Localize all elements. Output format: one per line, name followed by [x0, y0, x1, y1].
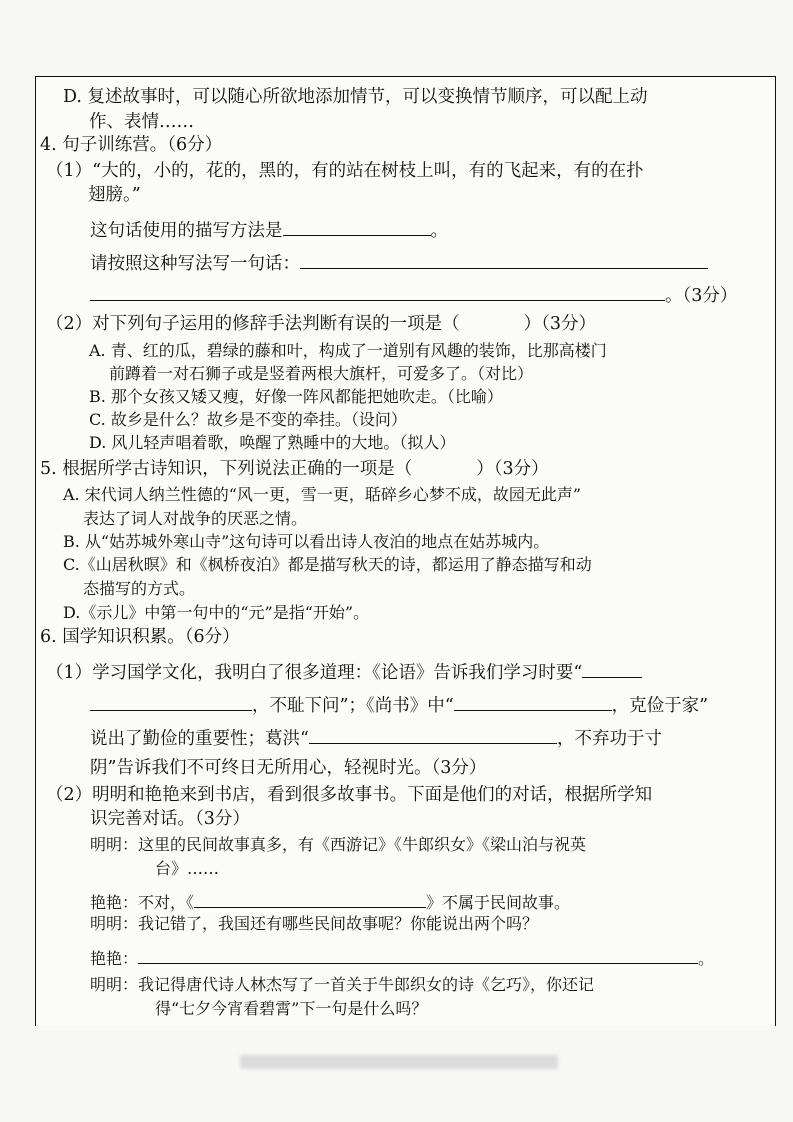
q4-s2-option-d: D. 风儿轻声唱着歌，唤醒了熟睡中的大地。（拟人）: [89, 433, 456, 452]
q4-s2-option-c: C. 故乡是什么？故乡是不变的牵挂。（设问）: [89, 410, 407, 429]
q5-option-d: D.《示儿》中第一句中的“元”是指“开始”。: [63, 603, 370, 622]
q4-title: 4. 句子训练营。（6分）: [40, 135, 223, 155]
q6-dialog-yanyan-blank2[interactable]: [138, 945, 698, 964]
q4-s1-method-label: 这句话使用的描写方法是: [90, 221, 283, 241]
q4-s1-imitate-blank2[interactable]: [90, 282, 665, 301]
q6-p1-line2: [90, 692, 708, 717]
q6-p1-line3-text: 说出了勤俭的重要性；葛洪“: [90, 729, 309, 749]
q5-points: ）（3分）: [476, 459, 549, 479]
q6-dialog-mingming-2: 明明：我记错了，我国还有哪些民间故事呢？你能说出两个吗？: [90, 914, 539, 933]
q6-p1-blank1b[interactable]: [90, 692, 252, 711]
q4-s1-imitate-label: 请按照这种写法写一句话：: [90, 254, 300, 274]
q6-p1-blank3[interactable]: [309, 725, 557, 744]
q6-p1-line2-text: ，不耻下问”；《尚书》中“: [252, 696, 454, 716]
q3-option-d-line2: 作、表情……: [89, 112, 194, 132]
q6-dialog-mingming-1-line2: 台》……: [155, 859, 220, 878]
q6-dialog-yanyan-2-end: 。: [698, 949, 715, 968]
q4-s1-imitate-blank1[interactable]: [300, 250, 708, 269]
q6-dialog-yanyan-1: [90, 889, 570, 914]
q6-p2-line2: 识完善对话。（3分）: [90, 809, 250, 829]
q4-s1-method-line: [90, 217, 448, 242]
q5-option-a-line2: 表达了词人对战争的厌恶之情。: [83, 509, 308, 528]
q6-title: 6. 国学知识积累。（6分）: [40, 627, 240, 647]
q6-p1-line1-text: （1）学习国学文化，我明白了很多道理：《论语》告诉我们学习时要“: [46, 663, 583, 683]
q5-option-a-line1: A. 宋代词人纳兰性德的“风一更，雪一更，聒碎乡心梦不成，故园无此声”: [63, 485, 582, 504]
q6-p1-line3: [90, 725, 662, 750]
q5-stem-text: 5. 根据所学古诗知识，下列说法正确的一项是（: [40, 459, 413, 479]
q6-dialog-yanyan-2-label: 艳艳：: [90, 949, 139, 968]
q4-s1-imitate-line: [90, 250, 708, 275]
q5-option-c-line2: 态描写的方式。: [83, 579, 196, 598]
q5-stem: [40, 458, 549, 480]
q6-p1-line2-end: ，克俭于家”: [611, 696, 709, 716]
q6-p1-line4: 阴”告诉我们不可终日无所用心，轻视时光。（3分）: [90, 758, 487, 778]
q6-p1-blank1a[interactable]: [582, 659, 642, 678]
q6-p1-line3-end: ，不弃功于寸: [556, 729, 662, 749]
q4-s1-period: 。: [430, 221, 448, 241]
q6-dialog-yanyan-1-text: 艳艳：不对，《: [90, 893, 195, 912]
q6-dialog-mingming-3-line2: 得“七夕今宵看碧霄”下一句是什么吗？: [155, 999, 428, 1018]
q3-option-d-line1: D. 复述故事时，可以随心所欲地添加情节，可以变换情节顺序，可以配上动: [63, 87, 648, 107]
q5-option-b: B. 从“姑苏城外寒山寺”这句诗可以看出诗人夜泊的地点在姑苏城内。: [63, 532, 550, 551]
q4-s2-option-a-line2: 前蹲着一对石狮子或是竖着两根大旗杆，可爱多了。（对比）: [109, 364, 534, 383]
q4-s1-method-blank[interactable]: [283, 217, 431, 236]
q4-s1-imitate-line2: [90, 282, 737, 307]
q4-s1-line1: （1）“大的，小的，花的，黑的，有的站在树枝上叫，有的飞起来，有的在扑: [46, 161, 644, 181]
q4-s2-option-b: B. 那个女孩又矮又瘦，好像一阵风都能把她吹走。（比喻）: [89, 387, 503, 406]
q5-option-c-line1: C.《山居秋暝》和《枫桥夜泊》都是描写秋天的诗，都运用了静态描写和动: [63, 555, 592, 574]
q6-dialog-mingming-1-line1: 明明：这里的民间故事真多，有《西游记》《牛郎织女》《梁山泊与祝英: [90, 835, 587, 854]
q6-dialog-yanyan-blank1[interactable]: [194, 889, 426, 908]
q6-p1-blank2[interactable]: [454, 692, 612, 711]
q6-dialog-yanyan-1-end: 》不属于民间故事。: [426, 893, 571, 912]
footer-watermark: [240, 1055, 558, 1069]
q4-s2-stem: [46, 313, 596, 335]
q6-p2-line1: （2）明明和艳艳来到书店，看到很多故事书。下面是他们的对话，根据所学知: [46, 785, 653, 805]
q6-dialog-yanyan-2: [90, 945, 714, 970]
q6-dialog-mingming-3-line1: 明明：我记得唐代诗人林杰写了一首关于牛郎织女的诗《乞巧》，你还记: [90, 975, 595, 994]
q4-s1-line2: 翅膀。”: [88, 185, 141, 205]
q4-s2-stem-text: （2）对下列句子运用的修辞手法判断有误的一项是（: [46, 314, 460, 334]
q6-p1-line1: [46, 659, 642, 684]
q4-s2-option-a-line1: A. 青、红的瓜，碧绿的藤和叶，构成了一道别有风趣的装饰，比那高楼门: [89, 341, 607, 360]
q4-s2-points: ）（3分）: [523, 314, 597, 334]
q4-s1-points: 。（3分）: [665, 286, 738, 306]
